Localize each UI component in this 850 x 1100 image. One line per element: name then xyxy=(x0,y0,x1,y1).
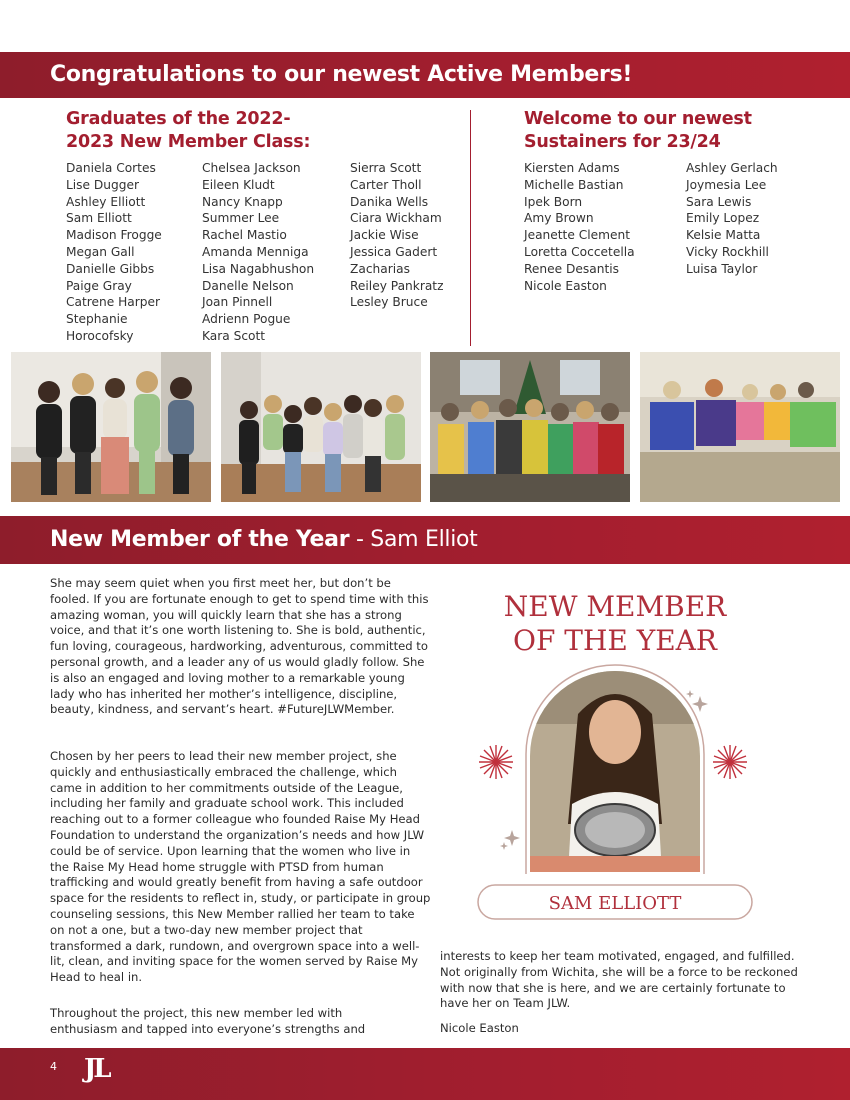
group-photo-3 xyxy=(430,352,630,502)
list-item: Vicky Rockhill xyxy=(686,244,769,259)
page-number: 4 xyxy=(50,1060,57,1073)
list-item: Joan Pinnell xyxy=(202,295,273,310)
list-item: Michelle Bastian xyxy=(524,177,624,192)
list-item: Zacharias xyxy=(350,261,410,276)
list-item: Paige Gray xyxy=(66,278,132,293)
list-item: Eileen Kludt xyxy=(202,177,275,192)
graduates-column-3 xyxy=(350,160,443,311)
list-item: Jessica Gadert xyxy=(350,244,438,259)
list-item: Catrene Harper xyxy=(66,295,160,310)
jl-logo: JL xyxy=(84,1054,109,1084)
sustainers-column-1 xyxy=(524,160,635,294)
list-item: Jackie Wise xyxy=(350,228,419,243)
sparkle-bottom-icon xyxy=(500,830,520,850)
list-item: Ciara Wickham xyxy=(350,211,442,226)
list-item: Sara Lewis xyxy=(686,194,752,209)
list-item: Emily Lopez xyxy=(686,211,760,226)
group-photo-2 xyxy=(221,352,421,502)
list-item: Kara Scott xyxy=(202,328,266,343)
graduates-column-1 xyxy=(66,160,162,345)
list-item: Nicole Easton xyxy=(524,278,607,293)
list-item: Danika Wells xyxy=(350,194,429,209)
list-item: Loretta Coccetella xyxy=(524,244,635,259)
title-separator: - xyxy=(349,527,371,552)
list-item: Horocofsky xyxy=(66,328,134,343)
list-item: Lise Dugger xyxy=(66,177,139,192)
list-item: Ashley Gerlach xyxy=(686,161,778,175)
section-header-new-member-of-year xyxy=(0,516,850,564)
group-photo-4 xyxy=(640,352,840,502)
list-item: Daniela Cortes xyxy=(66,161,156,175)
group-photo-1 xyxy=(11,352,211,502)
paragraph-4: interests to keep her team motivated, engaged, and fulfilled. Not originally from Wichita, she will be a force to be reckoned with now that she is here, and we are certainly fortunate to have her on Team JLW. xyxy=(440,949,798,1011)
list-item: Madison Frogge xyxy=(66,228,162,243)
card-title-line1: NEW MEMBER xyxy=(503,590,727,623)
page-footer xyxy=(0,1048,850,1100)
section-title: Congratulations to our newest Active Members! xyxy=(50,62,633,87)
starburst-left-icon xyxy=(479,745,513,779)
card-name: SAM ELLIOTT xyxy=(548,893,682,914)
title-name: Sam Elliot xyxy=(370,527,478,552)
graduates-heading-line2: 2023 New Member Class: xyxy=(66,132,311,152)
list-item: Adrienn Pogue xyxy=(202,312,291,327)
starburst-right-icon xyxy=(713,745,747,779)
list-item: Kelsie Matta xyxy=(686,228,761,243)
sustainers-column-2 xyxy=(686,160,778,278)
list-item: Ipek Born xyxy=(524,194,583,209)
list-item: Nancy Knapp xyxy=(202,194,283,209)
list-item: Ashley Elliott xyxy=(66,194,146,209)
sparkle-top-icon xyxy=(686,690,708,712)
card-title-line2: OF THE YEAR xyxy=(513,624,717,657)
column-divider xyxy=(470,110,471,346)
list-item: Carter Tholl xyxy=(350,177,422,192)
graduates-heading-line1: Graduates of the 2022- xyxy=(66,109,291,129)
list-item: Reiley Pankratz xyxy=(350,278,444,293)
list-item: Jeanette Clement xyxy=(524,228,630,243)
portrait-photo xyxy=(528,664,704,876)
list-item: Renee Desantis xyxy=(524,261,619,276)
new-member-of-year-card xyxy=(468,584,762,934)
section-header-active-members xyxy=(0,52,850,98)
list-item: Joymesia Lee xyxy=(686,177,767,192)
sustainers-heading-line1: Welcome to our newest xyxy=(524,109,752,129)
list-item: Chelsea Jackson xyxy=(202,161,301,175)
graduates-heading xyxy=(66,108,310,154)
list-item: Summer Lee xyxy=(202,211,280,226)
list-item: Amy Brown xyxy=(524,211,594,226)
list-item: Lesley Bruce xyxy=(350,295,428,310)
sustainers-heading-line2: Sustainers for 23/24 xyxy=(524,132,721,152)
list-item: Danielle Gibbs xyxy=(66,261,155,276)
title-bold: New Member of the Year xyxy=(50,527,350,552)
sustainers-heading xyxy=(524,108,752,154)
paragraph-1: She may seem quiet when you first meet her, but don’t be fooled. If you are fortunate enough to get to spend time with this amazing woman, you will quickly learn that she has a strong voice, and that it’s one worth listening to. She is bold, authentic, fun loving, courageous, hardworking, adventurous, committed to personal growth, and a leader any of us would gladly follow. She is also an engaged and loving mother to a remarkable young lady who has inherited her mother’s intelligence, discipline, beauty, kindness, and servant’s heart. #FutureJLWMember. xyxy=(50,576,429,717)
list-item: Lisa Nagabhushon xyxy=(202,261,315,276)
list-item: Stephanie xyxy=(66,312,128,327)
list-item: Danelle Nelson xyxy=(202,278,294,293)
list-item: Rachel Mastio xyxy=(202,228,287,243)
list-item: Megan Gall xyxy=(66,244,135,259)
section-title-nmoy xyxy=(0,516,850,564)
paragraph-3: Throughout the project, this new member led with enthusiasm and tapped into everyone’s strengths and xyxy=(50,1006,366,1036)
list-item: Luisa Taylor xyxy=(686,261,758,276)
list-item: Sierra Scott xyxy=(350,161,422,175)
list-item: Sam Elliott xyxy=(66,211,132,226)
graduates-column-2 xyxy=(202,160,314,345)
paragraph-2: Chosen by her peers to lead their new member project, she quickly and enthusiastically embraced the challenge, which came in addition to her commitments outside of the League, including her family and graduate school work. This included reaching out to a former colleague who founded Raise My Head Foundation to understand the organization’s needs and how JLW could be of service. Upon learning that the women who live in the Raise My Head home struggle with PTSD from human trafficking and would greatly benefit from having a safe outdoor space for the residents to reflect in, study, or participate in group counseling sessions, this New Member rallied her team to take on not a one, but a two-day new member project that transformed a dark, rundown, and overgrown space into a well-lit, clean, and inviting space for the women served by Raise My Head to heal in. xyxy=(50,749,431,985)
signature: Nicole Easton xyxy=(440,1021,519,1035)
list-item: Kiersten Adams xyxy=(524,161,620,175)
list-item: Amanda Menniga xyxy=(202,244,309,259)
